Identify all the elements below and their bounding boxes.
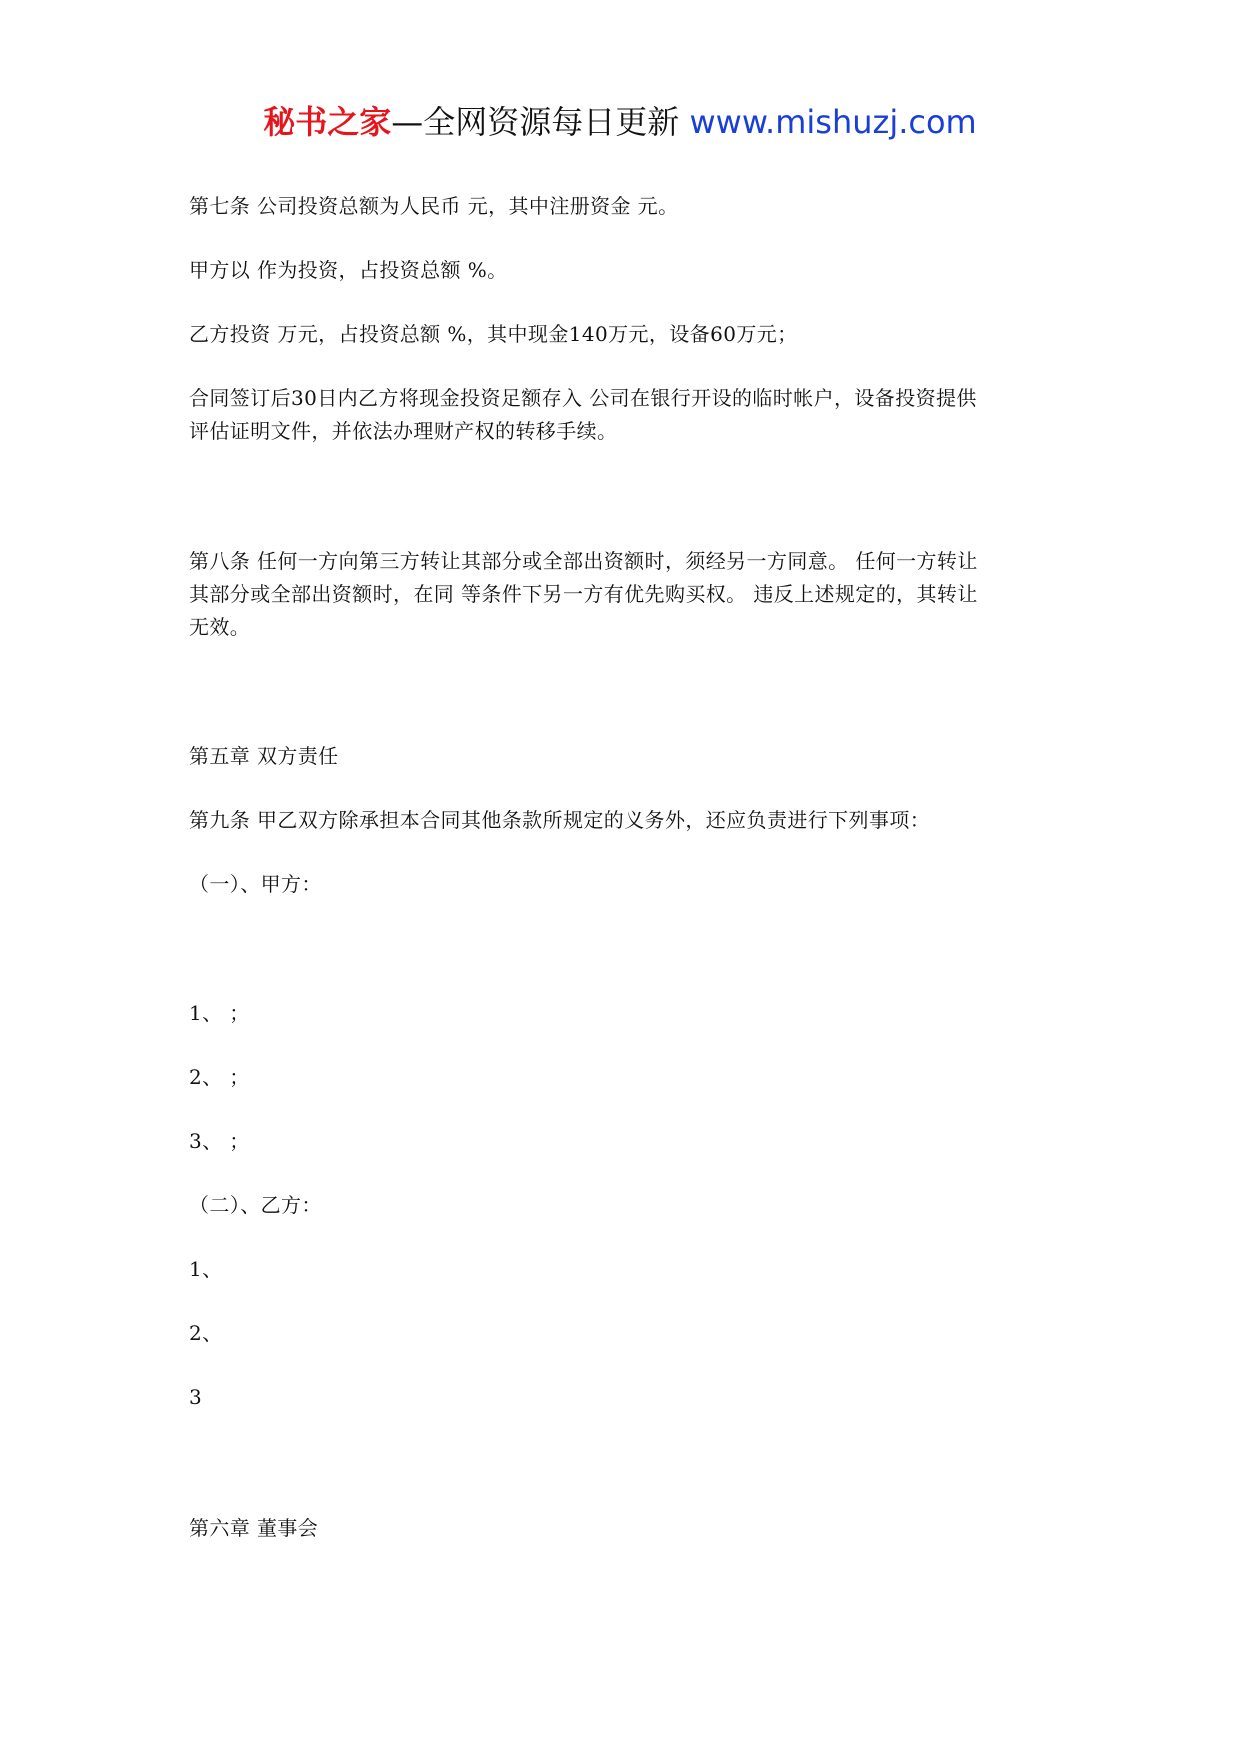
header-slogan: —全网资源每日更新 — [391, 103, 680, 141]
article-8-line: 第八条 任何一方向第三方转让其部分或全部出资额时，须经另一方同意。 任何一方转让 — [189, 549, 978, 573]
party-b-label: （二）、乙方： — [189, 1193, 322, 1217]
article-8 — [189, 545, 1054, 644]
article-9: 第九条 甲乙双方除承担本合同其他条款所规定的义务外，还应负责进行下列事项： — [189, 808, 931, 832]
party-a-investment: 甲方以 作为投资，占投资总额 %。 — [189, 258, 508, 282]
party-b-investment: 乙方投资 万元，占投资总额 %，其中现金140万元，设备60万元； — [189, 322, 798, 346]
party-b-item: 1、 — [189, 1257, 223, 1281]
deposit-clause-line: 评估证明文件，并依法办理财产权的转移手续。 — [189, 419, 618, 443]
article-7: 第七条 公司投资总额为人民币 元，其中注册资金 元。 — [189, 194, 679, 218]
chapter-6-heading: 第六章 董事会 — [189, 1516, 319, 1540]
article-8-line: 无效。 — [189, 615, 251, 639]
party-a-item: 2、 ； — [189, 1065, 250, 1089]
site-url-link[interactable]: www.mishuzj.com — [689, 103, 977, 141]
site-header — [0, 100, 1240, 144]
deposit-clause-line: 合同签订后30日内乙方将现金投资足额存入 公司在银行开设的临时帐户，设备投资提供 — [189, 386, 977, 410]
party-b-item: 3 — [189, 1385, 203, 1409]
deposit-clause — [189, 382, 1054, 448]
article-8-line: 其部分或全部出资额时，在同 等条件下另一方有优先购买权。 违反上述规定的，其转让 — [189, 582, 978, 606]
party-b-item: 2、 — [189, 1321, 223, 1345]
brand-name: 秘书之家 — [263, 103, 392, 141]
chapter-5-heading: 第五章 双方责任 — [189, 744, 339, 768]
party-a-item: 1、 ； — [189, 1001, 250, 1025]
party-a-item: 3、 ； — [189, 1129, 250, 1153]
party-a-label: （一）、甲方： — [189, 872, 322, 896]
